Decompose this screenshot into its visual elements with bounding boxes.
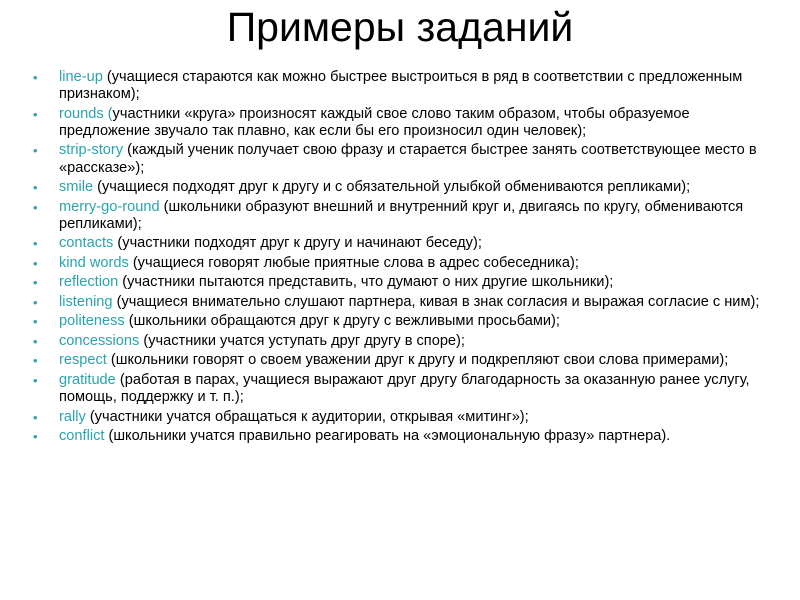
item-description: (школьники говорят о своем уважении друг к другу и подкрепляют свои слова примерами); <box>106 352 729 369</box>
list-item <box>33 333 778 350</box>
item-description: (школьники обращаются друг к другу с вежливыми просьбами); <box>124 313 560 330</box>
item-description: (школьники образуют внешний и внутренний круг и, двигаясь по кругу, обмениваются репликами); <box>59 198 744 232</box>
item-description: (учащиеся подходят друг к другу и с обязательной улыбкой обмениваются репликами); <box>93 179 691 196</box>
item-description: (участники подходят друг к другу и начинают беседу); <box>113 235 482 252</box>
bullet-icon: • <box>33 429 38 445</box>
list-item <box>33 372 778 406</box>
list-item <box>33 199 778 233</box>
bullet-icon: • <box>33 143 38 159</box>
item-term: conflict <box>59 428 105 445</box>
item-term: merry-go-round <box>59 198 160 215</box>
item-description: (учащиеся внимательно слушают партнера, кивая в знак согласия и выражая согласие с ним); <box>112 293 760 310</box>
item-term: listening <box>59 293 113 310</box>
task-list <box>33 69 778 448</box>
bullet-icon: • <box>33 353 38 369</box>
item-term: contacts <box>59 235 114 252</box>
bullet-icon: • <box>33 180 38 196</box>
bullet-icon: • <box>33 333 38 349</box>
item-description: участники «круга» произносят каждый свое слово таким образом, чтобы образуемое предложение звучало так плавно, как если бы его произносил один человек); <box>59 105 690 139</box>
bullet-icon: • <box>33 236 38 252</box>
item-term: concessions <box>59 332 140 349</box>
list-item <box>33 179 778 196</box>
bullet-icon: • <box>33 372 38 388</box>
item-term: rounds ( <box>59 105 113 122</box>
item-term: gratitude <box>59 371 116 388</box>
item-description: (учащиеся говорят любые приятные слова в адрес собеседника); <box>128 254 579 271</box>
item-description: (работая в парах, учащиеся выражают друг другу благодарность за оказанную ранее услугу, помощь, поддержку и т. п.); <box>59 371 750 406</box>
item-term: smile <box>59 179 94 196</box>
item-description: (каждый ученик получает свою фразу и старается быстрее занять соответствующее место в «рассказе»); <box>59 142 757 176</box>
item-description: (участники учатся уступать друг другу в споре); <box>139 332 465 349</box>
item-description: (учащиеся стараются как можно быстрее выстроиться в ряд в соответствии с предложенным признаком); <box>59 69 743 103</box>
bullet-icon: • <box>33 255 38 271</box>
bullet-icon: • <box>33 409 38 425</box>
item-term: strip-story <box>59 142 124 159</box>
item-description: (участники учатся обращаться к аудитории, открывая «митинг»); <box>85 408 529 425</box>
item-term: respect <box>59 352 107 369</box>
item-term: reflection <box>59 274 119 291</box>
item-term: line-up <box>59 69 103 85</box>
item-term: kind words <box>59 254 129 271</box>
bullet-icon: • <box>33 70 38 85</box>
item-description: (участники пытаются представить, что думают о них другие школьники); <box>118 274 614 291</box>
list-item <box>33 313 778 330</box>
list-item <box>33 352 778 369</box>
list-item <box>33 294 778 311</box>
list-item <box>33 255 778 272</box>
list-item <box>33 106 778 140</box>
bullet-icon: • <box>33 199 38 215</box>
list-item <box>33 142 778 176</box>
item-term: politeness <box>59 313 125 330</box>
list-item <box>33 235 778 252</box>
item-term: rally <box>59 408 86 425</box>
list-item <box>33 409 778 426</box>
list-item <box>33 69 778 103</box>
bullet-icon: • <box>33 294 38 310</box>
slide-title: Примеры заданий <box>226 4 574 50</box>
bullet-icon: • <box>33 106 38 122</box>
list-item <box>33 428 778 445</box>
bullet-icon: • <box>33 275 38 291</box>
item-description: (школьники учатся правильно реагировать на «эмоциональную фразу» партнера). <box>104 428 671 445</box>
list-item <box>33 274 778 291</box>
bullet-icon: • <box>33 314 38 330</box>
